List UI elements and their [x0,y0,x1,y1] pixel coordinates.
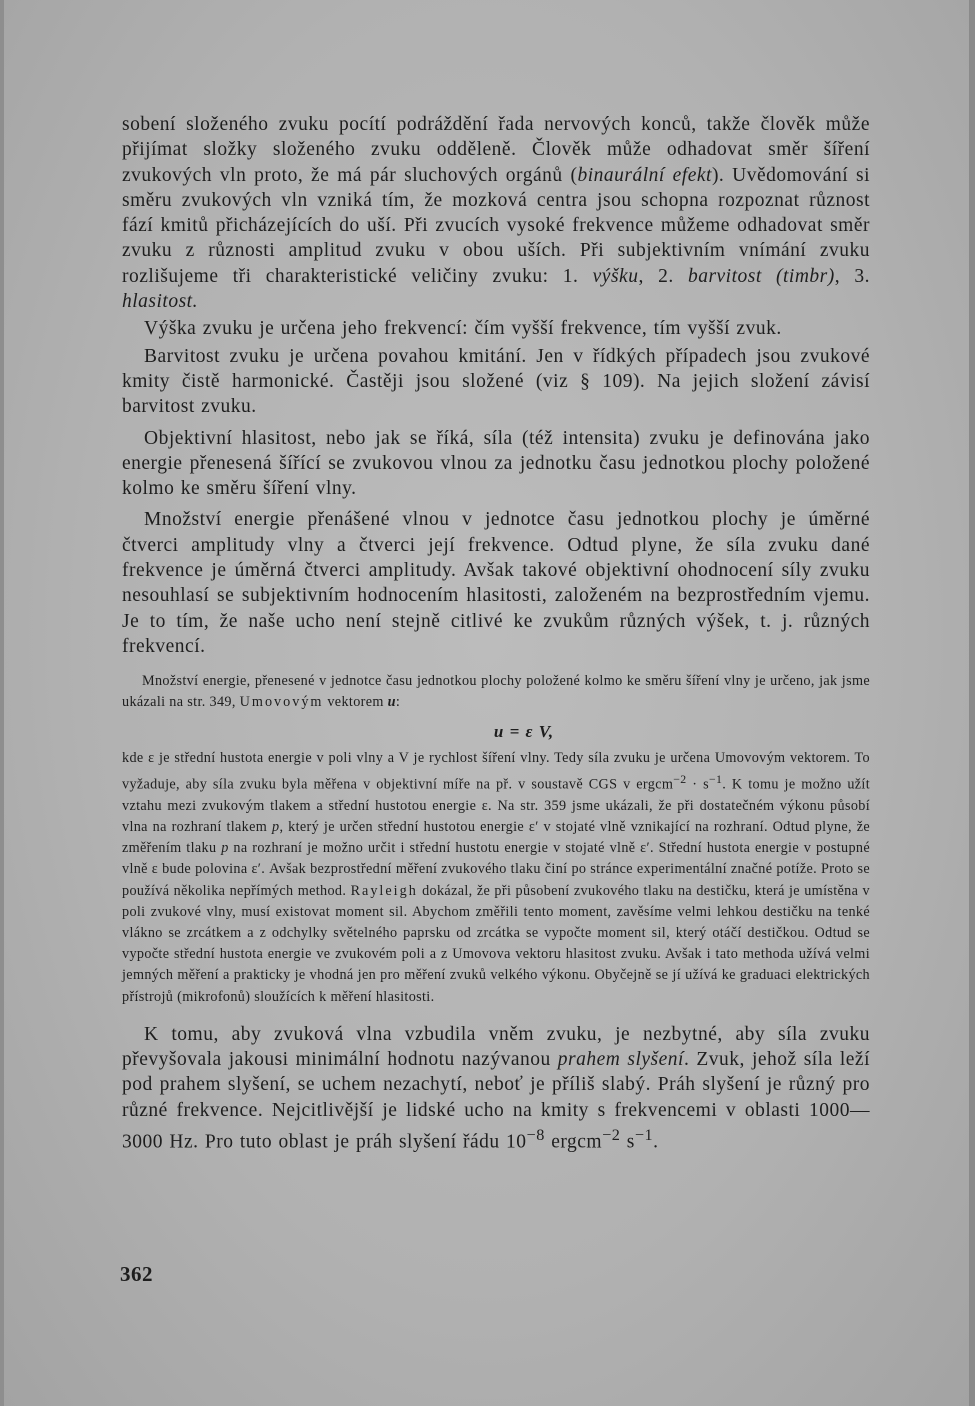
text-run: · s [686,776,709,793]
symbol-p: p [272,818,280,835]
text-run: ). Uvědomování si směru zvukových vln vzniká tím, že mozková centra jsou schopna rozpoznat různost fází kmitů přicházejících do uší. Při zvucích vysoké frekvence můžeme odhadovat směr zvuku z různosti amplitud zvuku v obou uších. Při subjektivním vnímání zvuku rozlišujeme tři charakteristické veličiny zvuku: 1. [122,164,870,287]
term-threshold-of-hearing: prahem slyšení [557,1049,684,1071]
paragraph-threshold [122,1022,870,1155]
exponent: −1 [708,771,723,786]
small-print-body [122,748,870,1008]
text-run: Množství energie, přenesené v jednotce času jednotkou plochy položené kolmo ke směru šíření vlny je určeno, jak jsme ukázali na str. 349, [122,673,870,711]
page-number: 362 [120,1262,153,1286]
text-run: ergcm [544,1131,603,1153]
term-pitch: výšku [592,265,639,287]
term-timbre: barvitost (timbr) [687,265,835,287]
symbol-p: p [221,840,229,857]
vector-symbol: u [387,694,396,711]
exponent: −2 [673,771,687,786]
text-run: dokázal, že při působení zvukového tlaku na destičku, která je umístěna v poli zvukové vlny, musí existovat moment sil. Abychom změřili tento moment, zavěsíme velmi lehkou destičku na tenké vlákno se zrcátkem a z odchylky světelného paprsku od zrcátka se vypočte moment sil, který otáčí destičkou. Odtud se vypočte střední hustota energie ve zvukovém poli a z Umovova vektoru hlasitost zvuku. Avšak i tato methoda užívá velmi jemných měření a prakticky je vhodná jen pro měření zvuků velkého výkonu. Obyčejně se jí užívá ke graduaci elektrických přístrojů (mikrofonů) sloužících k měření hlasitosti. [122,882,870,1005]
text-run: vektorem [323,694,388,711]
exponent: −1 [634,1126,654,1144]
paragraph-intro [122,112,870,314]
paragraph-energy: Množství energie přenášené vlnou v jednotce času jednotkou plochy je úměrné čtverci amplitudy vlny a čtverci její frekvence. Odtud plyne, že síla zvuku dané frekvence je úměrná čtverci amplitudy. Avšak takové objektivní ohodnocení síly zvuku nesouhlasí se subjektivním hodnocením hlasitosti, založeném na bezprostředním vjemu. Je to tím, že naše ucho není stejně citlivé ke zvukům různých výšek, t. j. různých frekvencí. [122,509,870,657]
umov-vector-formula: u = ε V, [493,721,555,741]
text-run: : [395,694,401,711]
text-run: s [620,1131,635,1153]
text-run: sobení složeného zvuku pocítí podráždění řada nervových konců, takže člověk může přijímat složky složeného zvuku odděleně. Člověk může odhadovat směr šíření zvukových vln proto, že má pár sluchových orgánů ( [122,114,870,186]
exponent: −8 [526,1126,545,1144]
text-run: na rozhraní je možno určit i střední hustotu energie v stojaté vlně ε′. Střední hustota energie v postupné vlně ε bude polovina ε′. Avšak bezprostřední měření zvukového tlaku činí po stránce experimentální značné potíže. Proto se používá několika nepřímých method. [122,840,870,899]
term-loudness: hlasitost. [122,291,198,313]
text-run: . [653,1131,659,1153]
paragraph-timbre: Barvitost zvuku je určena povahou kmitání. Jen v řídkých případech jsou zvukové kmity čistě harmonické. Častěji jsou složené (viz § 109). Na jejich složení závisí barvitost zvuku. [122,345,870,418]
text-run: , 2. [638,265,688,287]
exponent: −2 [602,1126,621,1144]
paragraph-intensity: Objektivní hlasitost, nebo jak se říká, síla (též intensita) zvuku je definována jako energie přenesená šířící se zvukovou vlnou za jednotku času jednotkou plochy položené kolmo ke směru šíření vlny. [122,427,870,500]
text-run: , který je určen střední hustotou energie ε′ v stojaté vlně vznikající na rozhraní. Odtud plyne, že změřením tlaku [122,818,870,857]
page-content [122,112,870,1155]
text-run: K tomu, aby zvuková vlna vzbudila vněm zvuku, je nezbytné, aby síla zvuku převyšovala jakousi minimální hodnotu nazývanou [122,1023,870,1071]
small-print-intro [122,671,870,713]
text-run: kde ε je střední hustota energie v poli vlny a V je rychlost šíření vlny. Tedy síla zvuku je určena Umovovým vektorem. To vyžaduje, aby síla zvuku byla měřena v objektivní míře na př. v soustavě CGS v ergcm [122,749,870,793]
text-run: . K tomu je možno užít vztahu mezi zvukovým tlakem a střední hustotou energie ε. Na str. 359 jsme ukázali, že při dostatečném výkonu působí vlna na rozhraní tlakem [122,776,870,835]
term-binaural-effect: binaurální efekt [577,164,712,186]
text-run: , 3. [834,265,870,287]
paragraph-pitch: Výška zvuku je určena jeho frekvencí: čím vyšší frekvence, tím vyšší zvuk. [144,318,782,340]
name-rayleigh: Rayleigh [350,882,418,899]
name-umov: Umovovým [239,694,324,711]
text-run: . Zvuk, jehož síla leží pod prahem slyšení, se uchem nezachytí, neboť je příliš slabý. Práh slyšení je různý pro různé frekvence. Nejcitlivější je lidské ucho na kmity s frekvencemi v oblasti 1000—3000 Hz. Pro tuto oblast je práh slyšení řádu 10 [122,1049,870,1153]
